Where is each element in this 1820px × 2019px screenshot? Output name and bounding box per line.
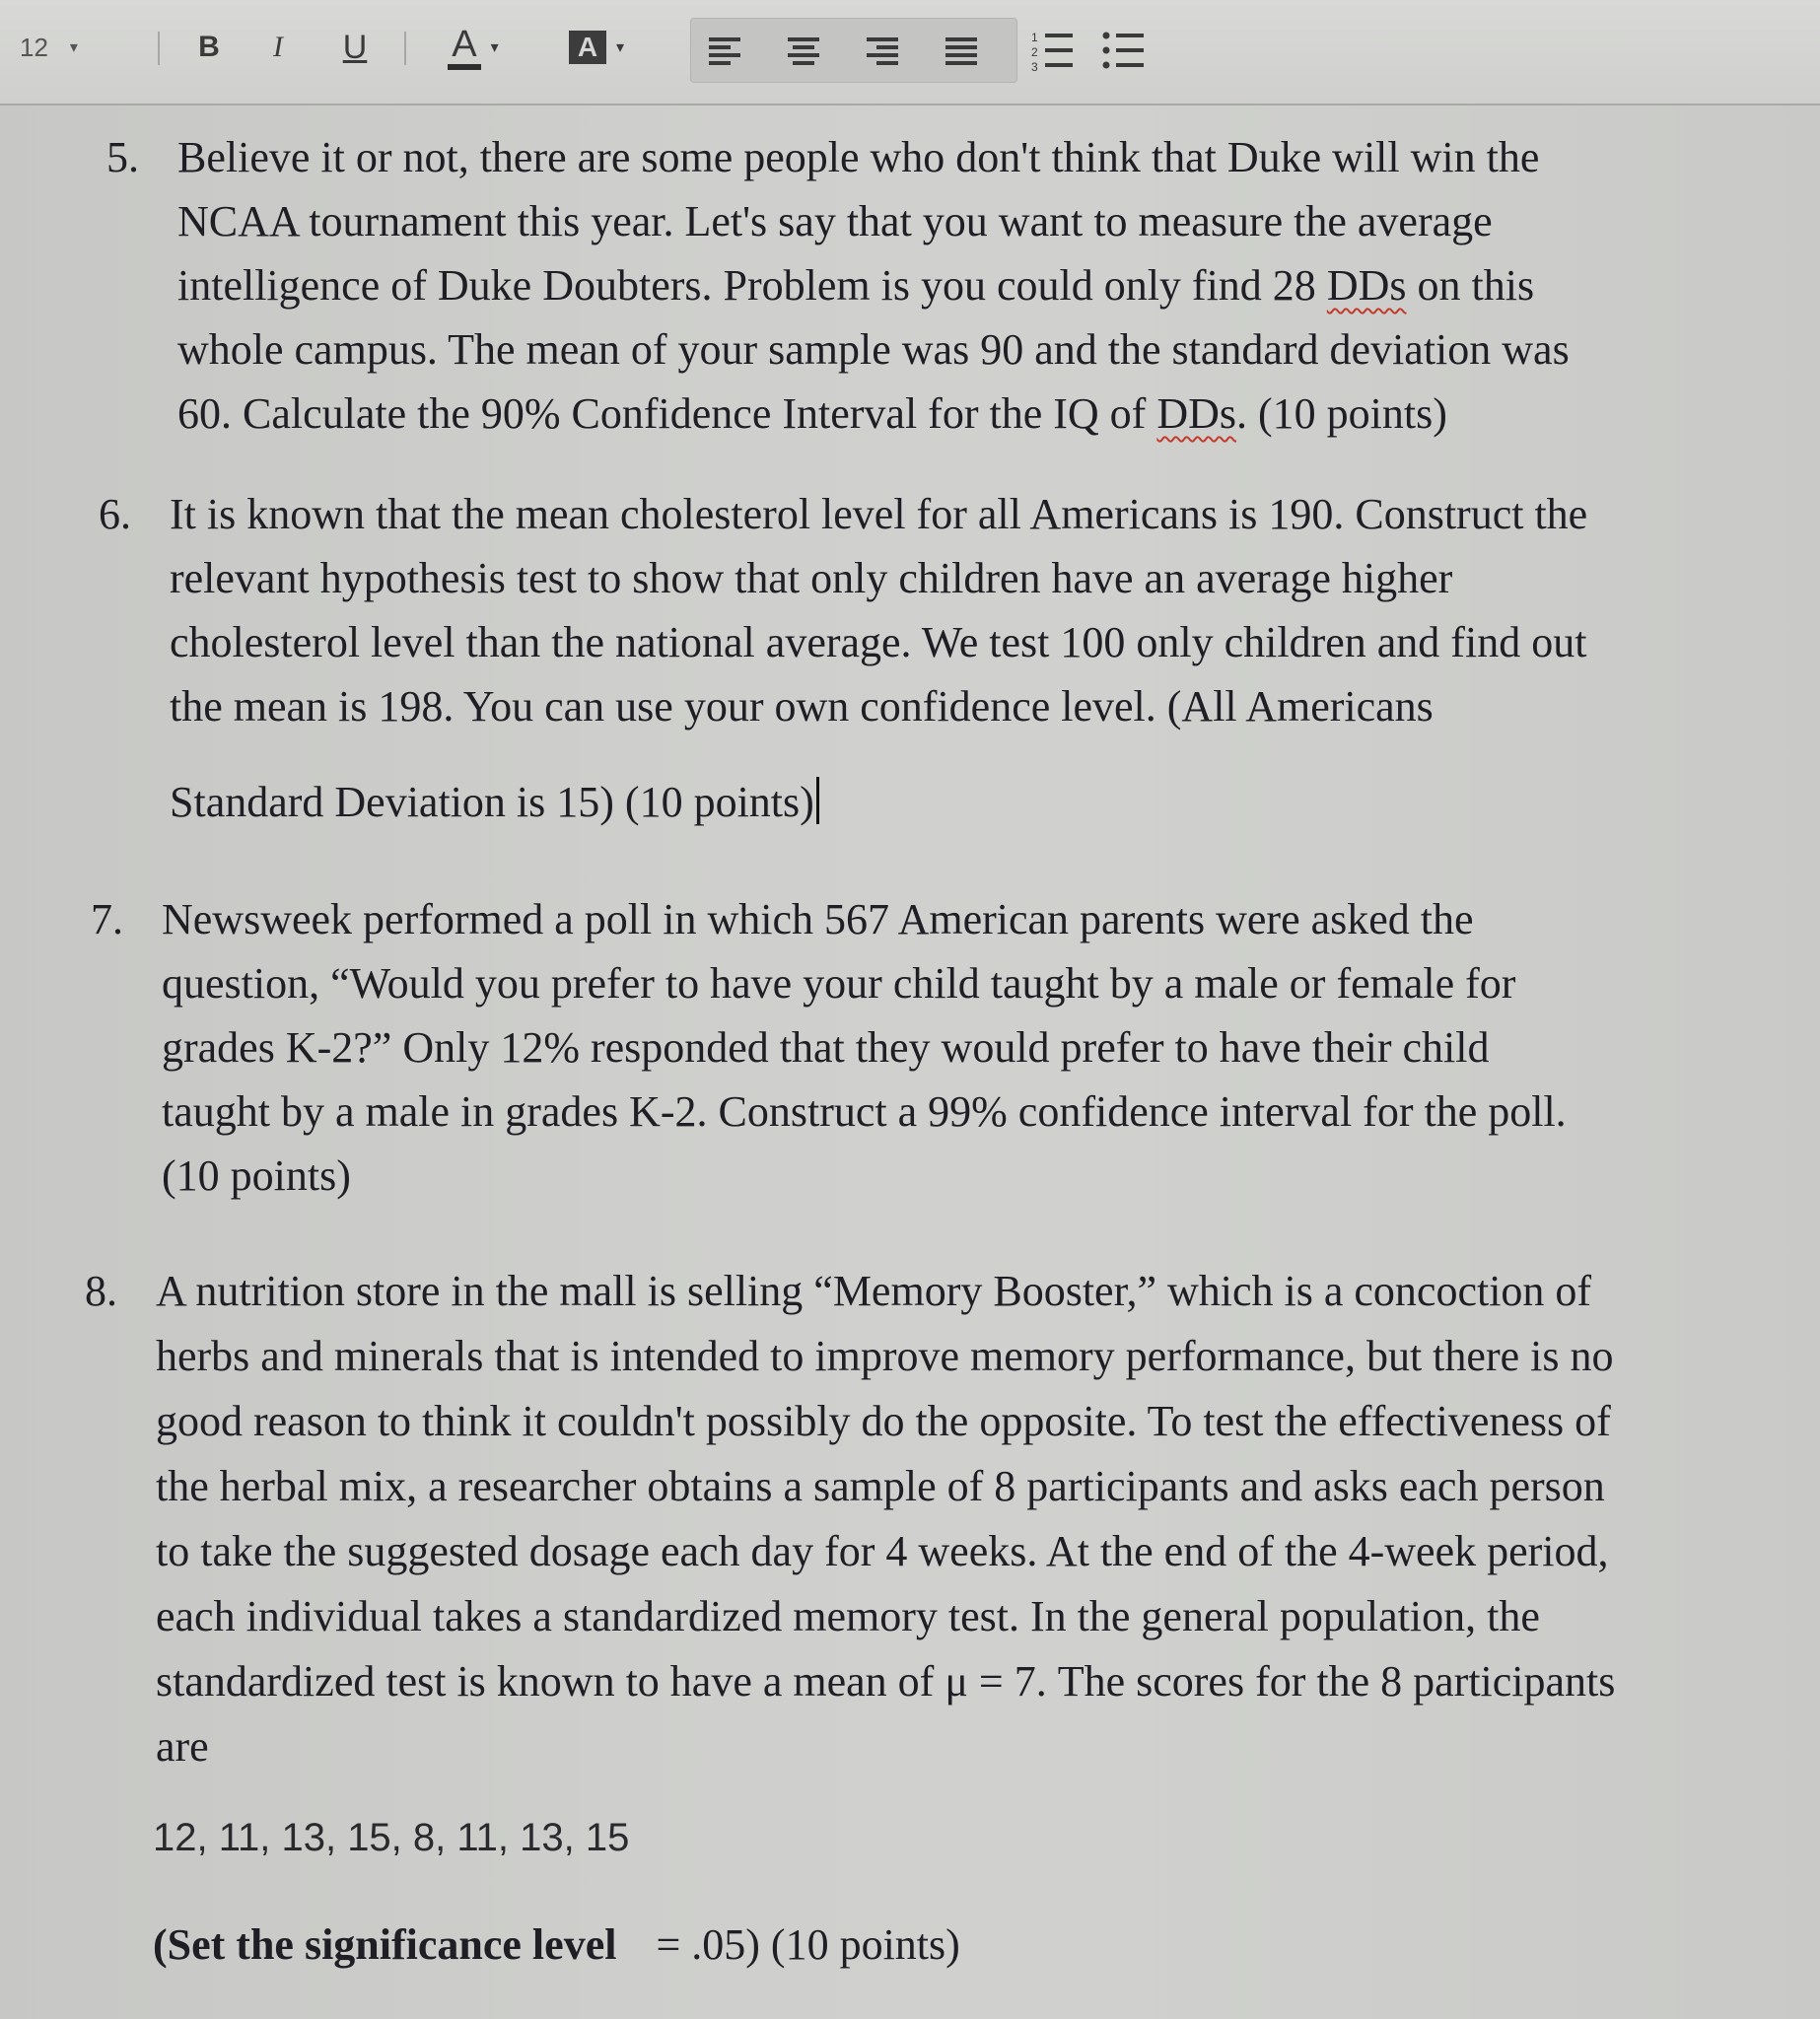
question-line — [170, 770, 1737, 834]
text-color-icon: A — [448, 25, 480, 70]
significance-label: (Set the significance level — [153, 1920, 617, 1969]
question-line: NCAA tournament this year. Let's say that you want to measure the average — [177, 197, 1493, 245]
text-cursor — [816, 777, 819, 824]
toolbar-divider — [158, 32, 160, 65]
svg-text:2: 2 — [1031, 45, 1038, 59]
bulleted-list-button[interactable] — [1100, 26, 1148, 75]
highlight-icon: A — [569, 31, 606, 64]
text-color-button[interactable] — [434, 20, 513, 75]
alignment-group — [690, 18, 1017, 83]
question-line — [177, 382, 1715, 446]
bold-button[interactable]: B — [198, 31, 220, 63]
question-line: (10 points) — [162, 1151, 351, 1200]
align-center-icon — [784, 33, 823, 70]
question-line: herbs and minerals that is intended to improve memory performance, but there is no — [156, 1332, 1614, 1380]
align-justify-icon — [942, 33, 981, 70]
question-line: taught by a male in grades K-2. Construct a 99% confidence interval for the poll. — [162, 1087, 1567, 1136]
question-line — [177, 253, 1715, 317]
align-left-button[interactable] — [705, 33, 744, 70]
align-left-icon — [705, 33, 744, 70]
bulleted-list-icon — [1100, 26, 1148, 75]
question-line: to take the suggested dosage each day for 4 weeks. At the end of the 4-week period, — [156, 1527, 1609, 1575]
question-line: good reason to think it couldn't possibly do the opposite. To test the effectiveness of — [156, 1397, 1611, 1445]
question-number: 6. — [99, 490, 131, 538]
question-line: A nutrition store in the mall is selling “Memory Booster,” which is a concoction of — [156, 1267, 1592, 1315]
chevron-down-icon: ▾ — [69, 39, 78, 56]
highlight-color-button[interactable] — [552, 20, 641, 75]
question-line: the mean is 198. You can use your own confidence level. (All Americans — [170, 682, 1434, 731]
misspelled-word[interactable]: DDs — [1326, 261, 1407, 310]
question-text: on this — [1406, 261, 1535, 310]
question-line: standardized test is known to have a mean of μ = 7. The scores for the 8 participants — [156, 1657, 1616, 1706]
underline-button[interactable]: U — [342, 28, 368, 66]
question-line: whole campus. The mean of your sample was 90 and the standard deviation was — [177, 325, 1570, 374]
question-line: each individual takes a standardized memory test. In the general population, the — [156, 1592, 1540, 1640]
question-5 — [106, 125, 1715, 446]
question-line: question, “Would you prefer to have your child taught by a male or female for — [162, 959, 1516, 1008]
align-justify-button[interactable] — [942, 33, 981, 70]
significance-line — [153, 1919, 960, 1970]
question-line: relevant hypothesis test to show that only children have an average higher — [170, 554, 1453, 602]
question-6 — [99, 482, 1737, 834]
italic-button[interactable]: I — [273, 31, 283, 63]
question-line: cholesterol level than the national average. We test 100 only children and find out — [170, 618, 1587, 666]
question-8 — [85, 1259, 1753, 1779]
svg-text:1: 1 — [1031, 31, 1038, 44]
misspelled-word[interactable]: DDs — [1156, 389, 1236, 438]
align-center-button[interactable] — [784, 33, 823, 70]
svg-text:3: 3 — [1031, 60, 1038, 74]
numbered-list-button[interactable] — [1029, 26, 1077, 75]
chevron-down-icon: ▾ — [490, 39, 499, 56]
chevron-down-icon: ▾ — [615, 39, 625, 56]
question-number: 7. — [91, 895, 123, 943]
font-size-select[interactable] — [20, 20, 108, 75]
question-line: It is known that the mean cholesterol level for all Americans is 190. Construct the — [170, 490, 1588, 538]
document-body[interactable] — [0, 105, 1820, 2019]
question-text: intelligence of Duke Doubters. Problem is you could only find 28 — [177, 261, 1327, 310]
significance-value: = .05) (10 points) — [656, 1920, 960, 1969]
question-7 — [91, 887, 1719, 1208]
question-line: grades K-2?” Only 12% responded that they would prefer to have their child — [162, 1023, 1490, 1072]
question-line: Believe it or not, there are some people who don't think that Duke will win the — [177, 133, 1540, 181]
question-number: 8. — [85, 1267, 117, 1315]
font-size-value: 12 — [20, 32, 48, 62]
question-line: Newsweek performed a poll in which 567 American parents were asked the — [162, 895, 1474, 943]
align-right-icon — [863, 33, 902, 70]
toolbar-divider — [404, 32, 406, 65]
question-text: . (10 points) — [1236, 389, 1447, 438]
numbered-list-icon — [1029, 26, 1077, 75]
question-line: are — [156, 1722, 209, 1771]
participant-scores: 12, 11, 13, 15, 8, 11, 13, 15 — [153, 1816, 630, 1859]
question-number: 5. — [106, 133, 139, 181]
question-text: 60. Calculate the 90% Confidence Interval for the IQ of — [177, 389, 1157, 438]
align-right-button[interactable] — [863, 33, 902, 70]
formatting-toolbar — [0, 0, 1820, 105]
question-text: Standard Deviation is 15) (10 points) — [170, 778, 814, 826]
question-line: the herbal mix, a researcher obtains a sample of 8 participants and asks each person — [156, 1462, 1605, 1510]
